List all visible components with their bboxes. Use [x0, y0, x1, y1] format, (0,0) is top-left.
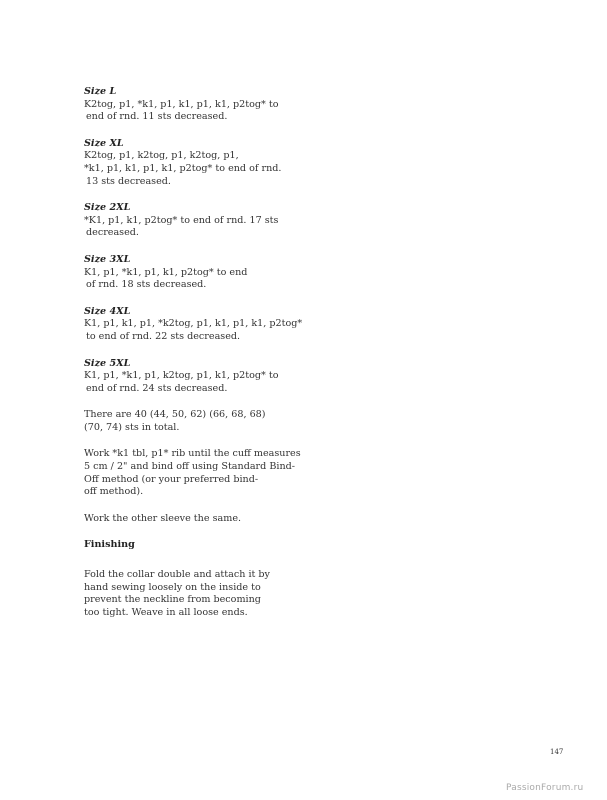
instruction-line: K2tog, p1, *k1, p1, k1, p1, k1, p2tog* to [84, 98, 279, 110]
instruction-line: of rnd. 18 sts decreased. [86, 279, 207, 291]
other-sleeve-paragraph [84, 513, 324, 526]
body-line: There are 40 (44, 50, 62) (66, 68, 68) [84, 409, 266, 421]
size-2xl-section [84, 202, 324, 240]
size-heading: Size 3XL [84, 253, 131, 265]
instruction-line: K1, p1, *k1, p1, k2tog, p1, k1, p2tog* to [84, 370, 279, 382]
size-heading: Size 2XL [84, 202, 131, 214]
size-heading: Size 5XL [84, 357, 131, 369]
cuff-paragraph [84, 448, 324, 498]
body-line: Work the other sleeve the same. [84, 512, 242, 524]
size-5xl-section [84, 358, 324, 396]
size-l-section [84, 86, 324, 124]
finishing-heading: Finishing [84, 539, 135, 551]
instruction-line: K1, p1, k1, p1, *k2tog, p1, k1, p1, k1, p2tog* [84, 318, 303, 330]
instruction-line: 13 sts decreased. [86, 175, 171, 187]
instruction-line: end of rnd. 11 sts decreased. [86, 111, 228, 123]
size-heading: Size L [84, 86, 117, 97]
instruction-line: K2tog, p1, k2tog, p1, k2tog, p1, [84, 150, 239, 162]
stitch-total-paragraph [84, 409, 324, 434]
instruction-line: *k1, p1, k1, p1, k1, p2tog* to end of rnd. [84, 162, 282, 174]
size-heading: Size 4XL [84, 305, 131, 317]
body-line: too tight. Weave in all loose ends. [84, 606, 248, 618]
size-heading: Size XL [84, 137, 124, 149]
body-line: (70, 74) sts in total. [84, 421, 180, 433]
body-line: Work *k1 tbl, p1* rib until the cuff measures [84, 448, 301, 460]
finishing-paragraph [84, 569, 324, 619]
page-number: 147 [550, 748, 564, 756]
instruction-line: end of rnd. 24 sts decreased. [86, 382, 228, 394]
body-line: hand sewing loosely on the inside to [84, 581, 261, 593]
instruction-line: to end of rnd. 22 sts decreased. [86, 330, 241, 342]
instruction-line: K1, p1, *k1, p1, k1, p2tog* to end [84, 266, 248, 278]
instruction-line: *K1, p1, k1, p2tog* to end of rnd. 17 sts [84, 214, 279, 226]
body-line: prevent the neckline from becoming [84, 594, 261, 606]
body-line: off method). [84, 486, 144, 498]
instructions-column [84, 86, 324, 633]
body-line: Off method (or your preferred bind- [84, 473, 259, 485]
instruction-line: decreased. [86, 227, 139, 239]
watermark: PassionForum.ru [506, 783, 584, 793]
body-line: 5 cm / 2" and bind off using Standard Bind- [84, 461, 296, 473]
size-4xl-section [84, 306, 324, 344]
body-line: Fold the collar double and attach it by [84, 569, 270, 581]
size-3xl-section [84, 254, 324, 292]
size-xl-section [84, 138, 324, 188]
